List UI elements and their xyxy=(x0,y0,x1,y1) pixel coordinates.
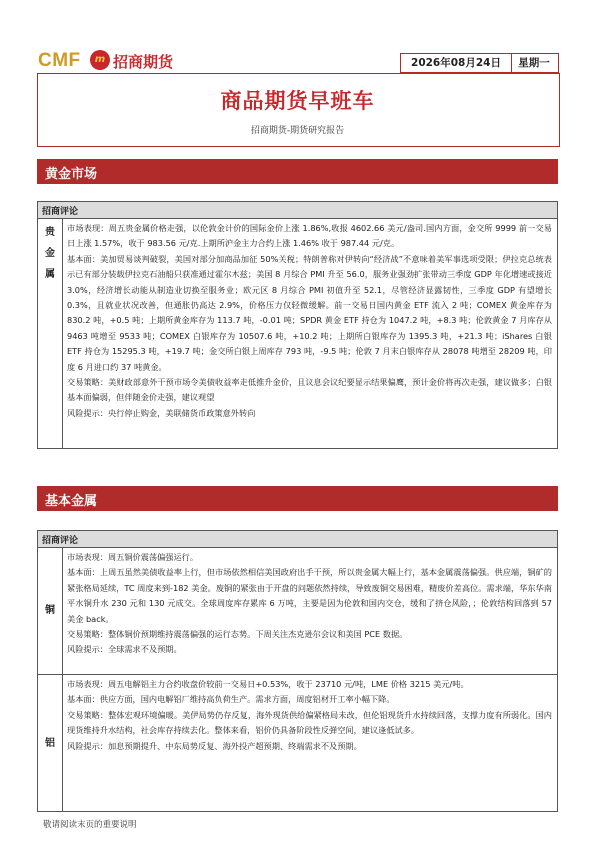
trading-strategy-text: 交易策略：美财政部意外干预市场令美债收益率走低推升金价，且议息会议纪要显示结果偏鹰，预计金价将再次走强，建议做多；白银基本面偏弱，但伴随金价走强，建议观望 xyxy=(67,377,552,403)
brand-name: 招商期货 xyxy=(113,53,174,71)
risk-warning-text: 风险提示：全球需求不及预期。 xyxy=(67,644,182,655)
base-metals-commentary-table xyxy=(37,530,558,812)
category-cell-aluminium xyxy=(38,675,63,811)
risk-warning-text: 风险提示：央行停止购金，美联储货币政策意外转向 xyxy=(67,407,256,418)
risk-warning-text: 风险提示：加息预期提升、中东局势反复、海外投产超预期、终端需求不及预期。 xyxy=(67,740,362,751)
table-header xyxy=(38,202,557,219)
section-title: 基本金属 xyxy=(45,494,98,509)
category-char: 金 xyxy=(45,248,55,259)
brand-mark-letter: m xyxy=(94,54,106,65)
table-header-label: 招商评论 xyxy=(42,207,79,217)
gold-commentary-table xyxy=(37,201,558,449)
fundamentals-text: 基本面：供应方面，国内电解铝厂维持高负荷生产。需求方面，周度铝材开工率小幅下降。 xyxy=(67,694,395,705)
trading-strategy-text: 交易策略：整体铜价预期维持震荡偏强的运行态势。下周关注杰克逊尔会议和美国 PCE 数据。 xyxy=(67,629,408,640)
page-title: 商品期货早班车 xyxy=(220,89,375,113)
commentary-cell-precious-metals xyxy=(62,219,557,421)
page-subtitle: 招商期货-期货研究报告 xyxy=(250,126,345,136)
market-performance-text: 市场表现：周五铜价震荡偏强运行。 xyxy=(67,552,199,562)
table-header xyxy=(38,531,557,548)
category-cell-copper xyxy=(38,548,63,674)
trading-strategy-text: 交易策略：整体宏观环境偏暖。美伊局势仍存反复，海外现货供给偏紧格局未改，但伦铝现货升水持续回落，支撑力度有所弱化。国内现货维持升水结构，社会库存持续去化。整体来看，铝价仍具备阶段性反弹空间，建议逢低试多。 xyxy=(67,709,552,736)
commentary-cell-aluminium xyxy=(62,675,557,754)
market-performance-text: 市场表现：周五贵金属价格走强，以伦敦金计价的国际金价上涨 1.86%,收报 4602.66 美元/盎司.国内方面，金交所 9999 前一交易日上涨 1.57%，收于 983.56 元/克.上期所沪金主力合约上涨 1.46% 收于 987.44 元/克。 xyxy=(67,223,552,249)
category-char: 铝 xyxy=(45,738,55,749)
section-header-gold xyxy=(37,159,558,184)
section-header-base-metals xyxy=(37,486,558,511)
table-header-label: 招商评论 xyxy=(42,536,79,546)
disclaimer-footer: 敬请阅读末页的重要说明 xyxy=(43,820,137,830)
category-char: 属 xyxy=(45,269,55,280)
fundamentals-text: 基本面：美加贸易谈判破裂，美国对部分加商品加征 50%关税；特朗普称对伊转向“经济战”不意味着美军事选项受限；伊拉克总统表示已有部分装载伊拉克石油船只获准通过霍尔木兹；美国 8 月综合 PMI 升至 56.0，服务业强劲扩张带动三季度 GDP 年化增速或接近 3.0%，经济增长动能从制造业切换至服务业；欧元区 8 月综合 PMI 初值升至 52.1，尽管经济显露韧性，三季度 GDP 有望增长 0.3%，且就业状况改善，但通胀仍高达 2.9%，价格压力仅轻微缓解。前一交易日国内黄金 ETF 流入 2 吨；COMEX 黄金库存为 830.2 吨，+0.5 吨；上期所黄金库存为 113.7 吨，-0.01 吨；SPDR 黄金 ETF 持仓为 1047.2 吨，+8.3 吨；伦敦黄金 7 月库存从 9463 吨增至 9533 吨；COMEX 白银库存为 10507.6 吨，+10.2 吨；上期所白银库存为 1395.3 吨，+21.3 吨；iShares 白银 ETF 持仓为 15295.3 吨，+19.7 吨；金交所白银上周库存 793 吨，-9.5 吨；伦敦 7 月末白银库存从 28078 吨增至 28209 吨，印度 6 月进口约 37 吨黄金。 xyxy=(67,253,552,372)
brand-logo-text: CMF xyxy=(38,50,81,71)
report-date: 2026年08月24日 xyxy=(400,53,512,73)
category-char: 铜 xyxy=(45,605,55,616)
report-weekday: 星期一 xyxy=(510,53,559,73)
fundamentals-text: 基本面：上周五虽然美债收益率上行，但市场依然相信美国政府出手干预，所以贵金属大幅上行，基本金属震荡偏强。供应端，铜矿的紧张格局延续，TC 周度来到-182 美金。废铜的紧张由于开盘的问题依然持续，导致废铜交易困难，精废价差高位。需求端，华东华南平水铜升水 230 元和 130 元成交。全球周度库存累库 6 万吨，主要是因为伦敦和国内交仓，缓和了挤仓风险，；伦敦结构回落到 57 美金 back。 xyxy=(67,567,552,624)
market-performance-text: 市场表现：周五电解铝主力合约收盘价较前一交易日+0.53%，收于 23710 元/吨，LME 价格 3215 美元/吨。 xyxy=(67,679,469,689)
brand-mark-icon xyxy=(90,50,110,70)
commentary-cell-copper xyxy=(62,548,557,674)
category-char: 贵 xyxy=(45,227,55,238)
section-title: 黄金市场 xyxy=(45,167,98,182)
category-cell-precious-metals xyxy=(38,219,63,448)
